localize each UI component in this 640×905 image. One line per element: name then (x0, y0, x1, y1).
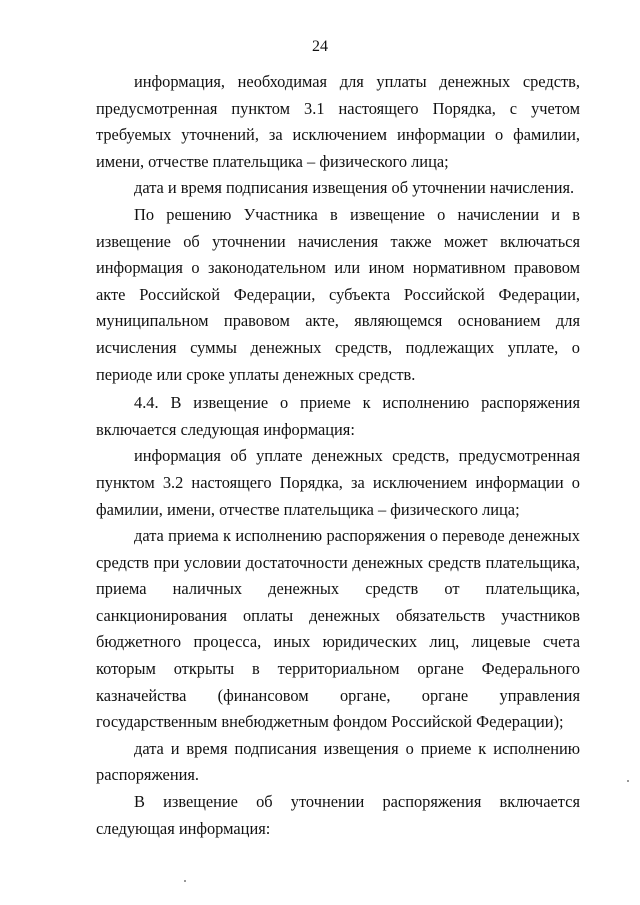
document-body (96, 69, 580, 842)
paragraph-payment-info-3-2: информация об уплате денежных средств, предусмотренная пунктом 3.2 настоящего Порядка, за исключением информации о фамилии, имени, отчестве плательщика – физического лица; (96, 446, 580, 519)
paragraph-signing-date-accrual: дата и время подписания извещения об уточнении начисления. (134, 178, 575, 198)
paragraph-signing-date-acceptance: дата и время подписания извещения о приеме к исполнению распоряжения. (96, 738, 580, 785)
paragraph-clarification-notice: В извещение об уточнении распоряжения включается следующая информация: (96, 792, 580, 838)
page-number: 24 (312, 38, 328, 55)
paragraph-acceptance-date: дата приема к исполнению распоряжения о переводе денежных средств при условии достаточности денежных средств плательщика, приема наличных денежных средств от плательщика, санкционирования оплаты денежных обязательств участников бюджетного процесса, иных юридических лиц, лицевые счета которым открыты в территориальном органе Федерального казначейства (финансовом органе, органе управления государственным внебюджетным фондом Российской Федерации); (96, 526, 580, 732)
paragraph-section-4-4: 4.4. В извещение о приеме к исполнению распоряжения включается следующая информация: (96, 393, 580, 439)
scan-speck (184, 880, 186, 882)
paragraph-participant-decision: По решению Участника в извещение о начислении и в извещение об уточнении начисления также может включаться информация о законодательном или ином нормативном правовом акте Российской Федерации, субъекта Российской Федерации, муниципальном правовом акте, являющемся основанием для исчисления суммы денежных средств, подлежащих уплате, о периоде или сроке уплаты денежных средств. (96, 204, 580, 384)
paragraph-payment-info-3-1: информация, необходимая для уплаты денежных средств, предусмотренная пунктом 3.1 настоящего Порядка, с учетом требуемых уточнений, за исключением информации о фамилии, имени, отчестве плательщика – физического лица; (96, 72, 580, 171)
scan-speck (627, 780, 629, 782)
